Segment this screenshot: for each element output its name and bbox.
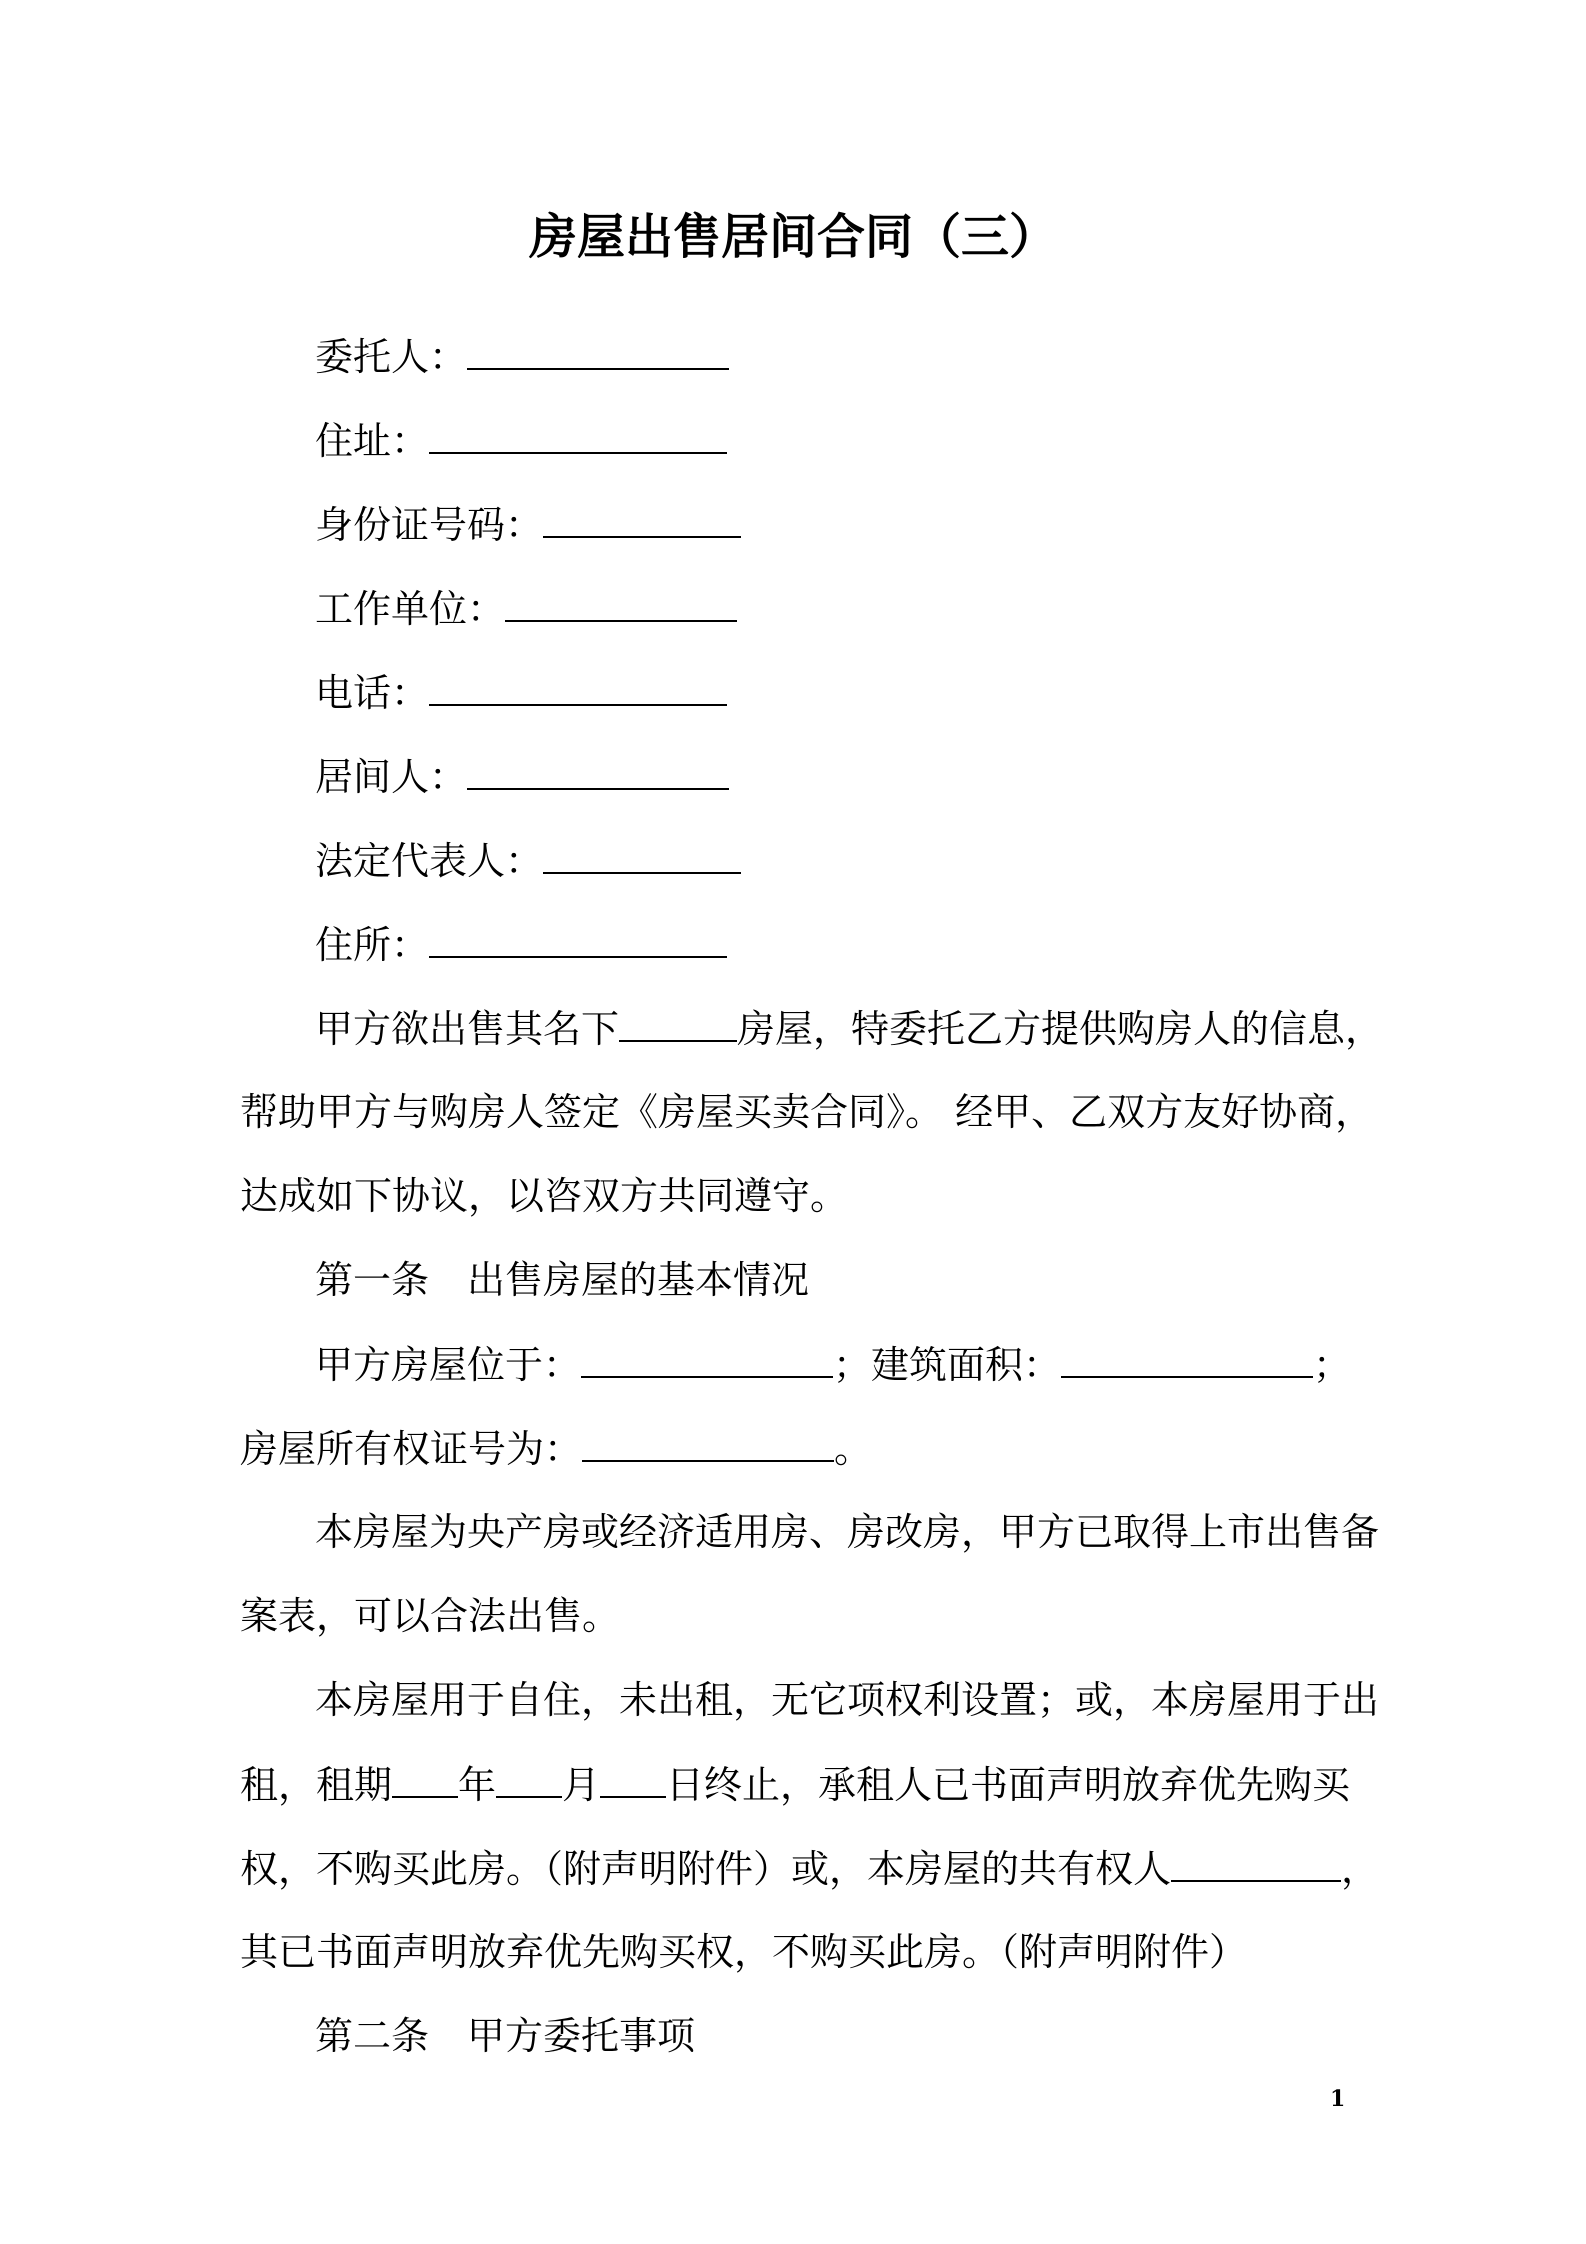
certificate-label: 房屋所有权证号为： — [240, 1427, 583, 1471]
residence-label: 住所： — [315, 923, 430, 967]
legal-rep-field — [315, 834, 1386, 887]
client-blank — [467, 330, 729, 370]
work-unit-label: 工作单位： — [315, 587, 506, 631]
location-area-line — [315, 1338, 1386, 1391]
address-label: 住址： — [315, 419, 430, 463]
work-unit-field — [315, 582, 1386, 635]
article1-para2-line2: 案表，可以合法出售。 — [240, 1594, 621, 1638]
legal-rep-blank — [543, 834, 741, 874]
article2-heading: 第二条 甲方委托事项 — [315, 2014, 696, 2058]
location-label: 甲方房屋位于： — [315, 1343, 582, 1387]
intermediary-label: 居间人： — [315, 755, 468, 799]
article1-para2-line1: 本房屋为央产房或经济适用房、房改房，甲方已取得上市出售备 — [315, 1510, 1380, 1554]
area-semicolon: ； — [1313, 1343, 1352, 1387]
co-owner-text: 权，不购买此房。（附声明附件）或，本房屋的共有权人 — [240, 1847, 1172, 1891]
phone-blank — [429, 666, 727, 706]
lease-term-label: 租，租期 — [240, 1763, 393, 1807]
article1-para3-line1: 本房屋用于自住，未出租，无它项权利设置；或，本房屋用于出 — [315, 1678, 1380, 1722]
intro-text-a: 甲方欲出售其名下 — [315, 1007, 620, 1051]
address-blank — [429, 414, 727, 454]
certificate-blank — [582, 1422, 834, 1462]
month-label: 月 — [562, 1763, 601, 1807]
article1-para3-line4: 其已书面声明放弃优先购买权，不购买此房。（附声明附件） — [240, 1930, 1248, 1974]
area-label: ；建筑面积： — [833, 1343, 1062, 1387]
certificate-period: 。 — [834, 1427, 873, 1471]
phone-field — [315, 666, 1386, 719]
intermediary-blank — [467, 750, 729, 790]
area-blank — [1061, 1338, 1313, 1378]
document-title: 房屋出售居间合同（三） — [528, 209, 1057, 265]
lease-term-text: 日终止，承租人已书面声明放弃优先购买 — [666, 1763, 1351, 1807]
intro-paragraph-line2: 帮助甲方与购房人签定《房屋买卖合同》。 经甲、乙双方友好协商， — [240, 1090, 1374, 1134]
year-blank — [392, 1758, 458, 1798]
address-field — [315, 414, 1386, 467]
id-number-label: 身份证号码： — [315, 503, 544, 547]
phone-label: 电话： — [315, 671, 430, 715]
intro-paragraph-line1 — [315, 1002, 1386, 1055]
client-label: 委托人： — [315, 335, 468, 379]
location-blank — [581, 1338, 833, 1378]
co-owner-blank — [1171, 1842, 1341, 1882]
client-field — [315, 330, 1386, 383]
intro-paragraph-line3: 达成如下协议，以咨双方共同遵守。 — [240, 1174, 849, 1218]
article1-para3-line2 — [240, 1758, 1386, 1811]
residence-blank — [429, 918, 727, 958]
intermediary-field — [315, 750, 1386, 803]
article1-heading: 第一条 出售房屋的基本情况 — [315, 1258, 810, 1302]
legal-rep-label: 法定代表人： — [315, 839, 544, 883]
work-unit-blank — [505, 582, 737, 622]
id-number-blank — [543, 498, 741, 538]
page-number: 1 — [1330, 2086, 1346, 2112]
id-number-field — [315, 498, 1386, 551]
property-blank — [619, 1002, 737, 1042]
day-blank — [600, 1758, 666, 1798]
article1-para3-line3 — [240, 1842, 1386, 1895]
residence-field — [315, 918, 1386, 971]
co-owner-comma: ， — [1341, 1847, 1380, 1891]
month-blank — [496, 1758, 562, 1798]
intro-text-b: 房屋，特委托乙方提供购房人的信息， — [737, 1007, 1384, 1051]
certificate-line — [240, 1422, 1386, 1475]
year-label: 年 — [458, 1763, 497, 1807]
